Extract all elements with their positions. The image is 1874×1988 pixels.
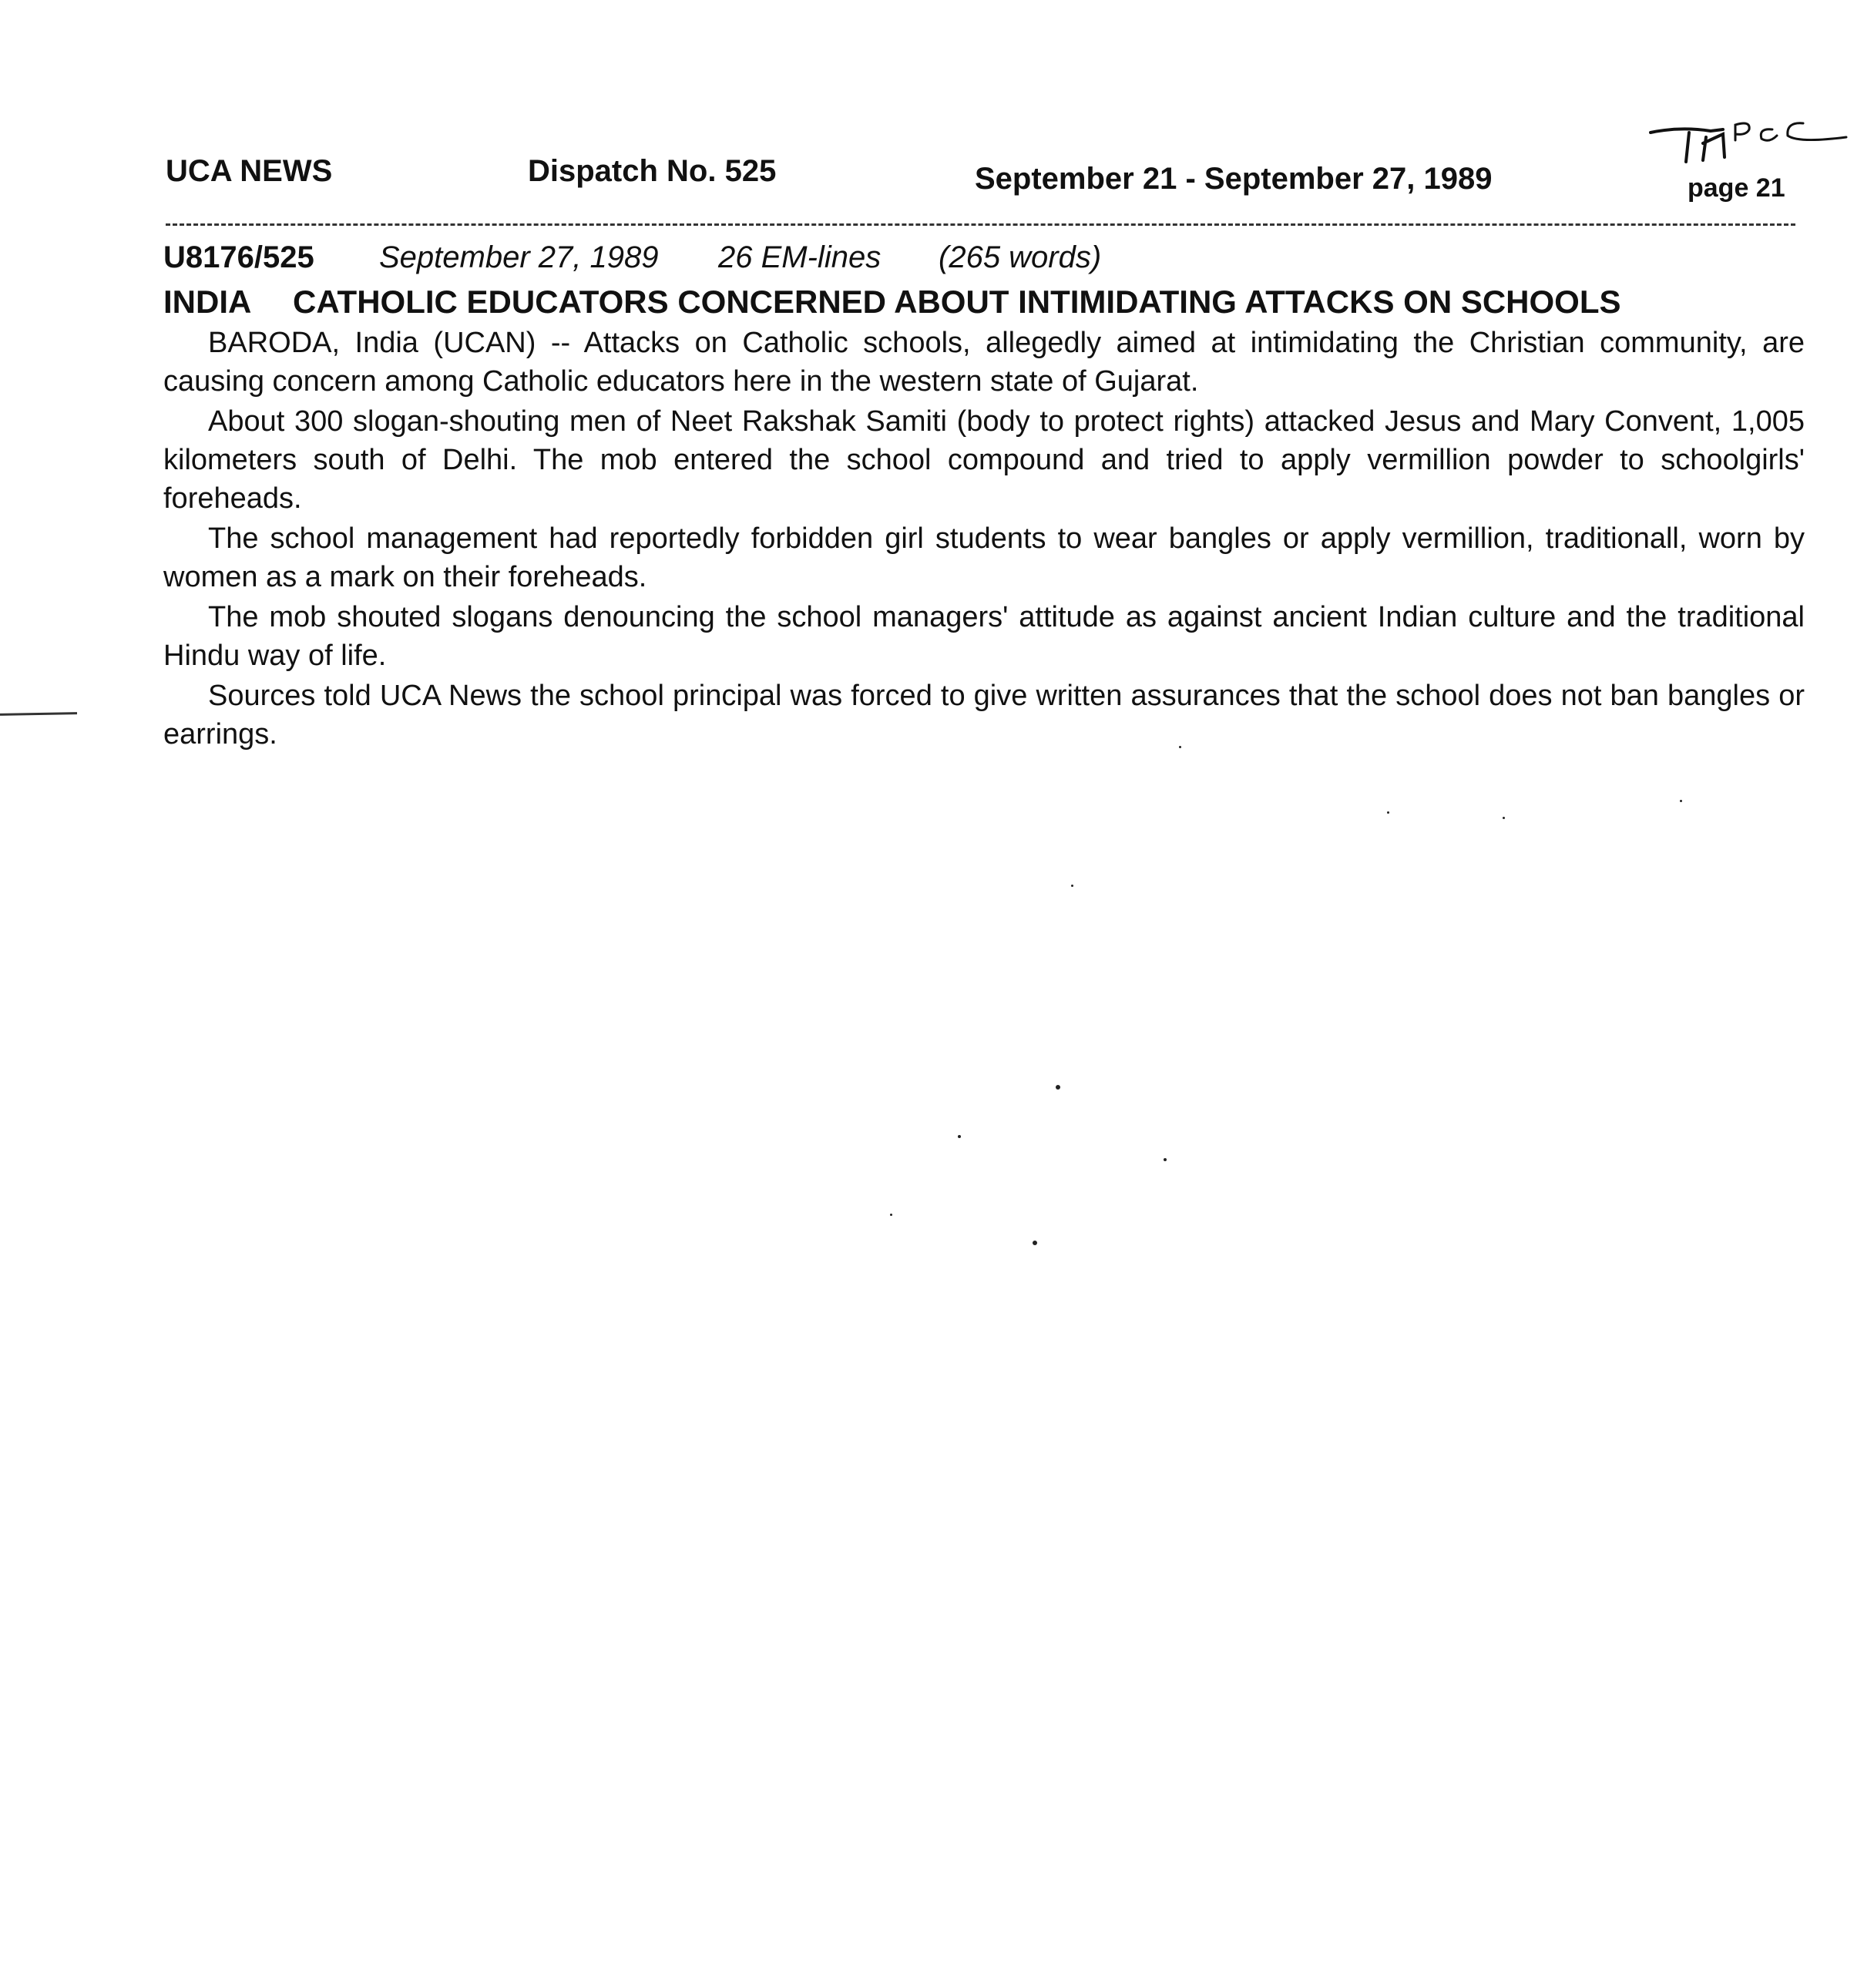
handwritten-annotation-mark	[1649, 116, 1849, 200]
article-headline	[163, 280, 1805, 324]
scan-speck	[1503, 817, 1505, 819]
dispatch-date-range: September 21 - September 27, 1989	[975, 162, 1493, 196]
scan-speck	[1164, 1158, 1167, 1161]
article-meta	[163, 236, 1805, 279]
article-date: September 27, 1989	[379, 240, 659, 274]
article-paragraph: The school management had reportedly forbidden girl students to wear bangles or apply vermillion, traditionall, worn by women as a mark on their foreheads.	[163, 522, 1805, 593]
scan-margin-mark	[0, 712, 77, 716]
article-length: 26 EM-lines	[718, 240, 882, 274]
header-divider	[166, 223, 1795, 226]
article-id: U8176/525	[163, 240, 314, 274]
scan-speck	[1071, 885, 1073, 887]
news-article	[163, 236, 1805, 751]
article-country: INDIA	[163, 284, 252, 320]
dispatch-header	[166, 154, 1799, 208]
publication-name: UCA NEWS	[166, 154, 333, 188]
scan-speck	[1179, 746, 1181, 748]
article-paragraph: Sources told UCA News the school principal was forced to give written assurances that the school does not ban bangles or earrings.	[163, 680, 1805, 751]
article-headline-text: CATHOLIC EDUCATORS CONCERNED ABOUT INTIMIDATING ATTACKS ON SCHOOLS	[293, 284, 1621, 320]
scan-speck	[890, 1214, 892, 1216]
article-body	[163, 324, 1805, 751]
scan-speck	[1056, 1085, 1060, 1090]
scan-speck	[1033, 1241, 1037, 1245]
article-paragraph: About 300 slogan-shouting men of Neet Rakshak Samiti (body to protect rights) attacked Jesus and Mary Convent, 1,005 kilometers south of Delhi. The mob entered the school compound and tried to apply vermillion powder to schoolgirls' foreheads.	[163, 405, 1805, 515]
page-number: page 21	[1688, 173, 1785, 203]
article-paragraph: The mob shouted slogans denouncing the school managers' attitude as against ancient Indian culture and the traditional Hindu way of life.	[163, 601, 1805, 672]
scan-speck	[958, 1135, 961, 1138]
scan-speck	[1387, 811, 1389, 814]
scan-speck	[1680, 800, 1682, 802]
article-paragraph: BARODA, India (UCAN) -- Attacks on Catholic schools, allegedly aimed at intimidating the Christian community, are causing concern among Catholic educators here in the western state of Gujarat.	[163, 327, 1805, 398]
dispatch-number: Dispatch No. 525	[528, 154, 777, 188]
article-word-count: (265 words)	[939, 240, 1102, 274]
